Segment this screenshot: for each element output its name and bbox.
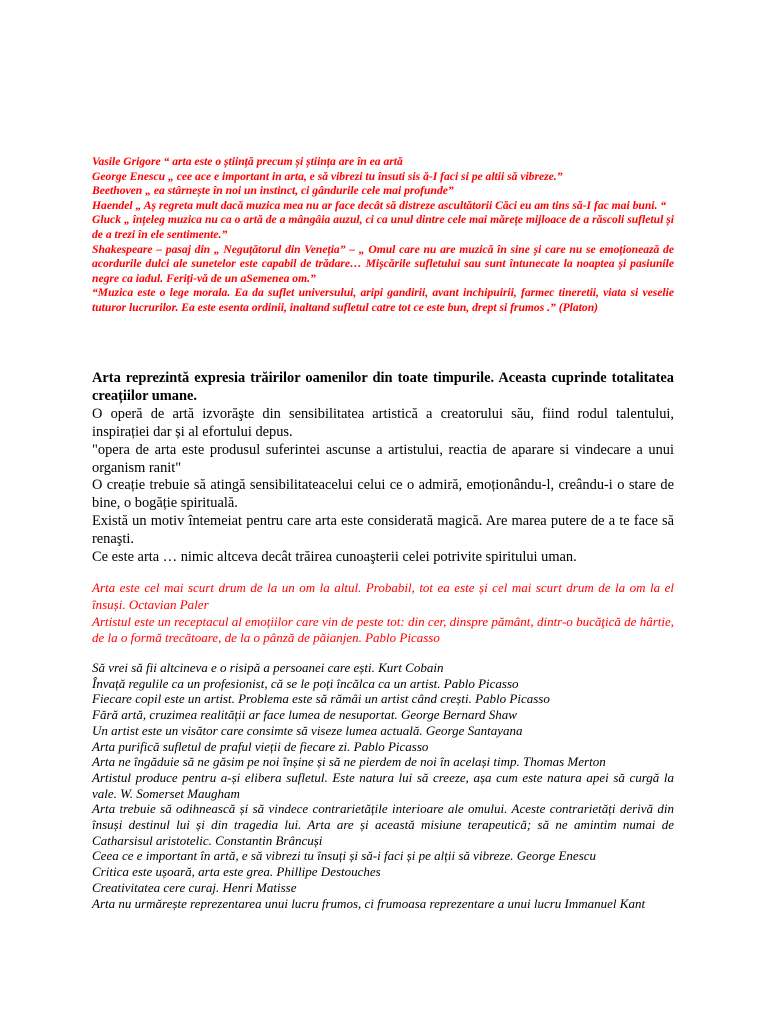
quote-item: Să vrei să fii altcineva e o risipă a persoanei care ești. Kurt Cobain <box>92 660 444 675</box>
quote-item: Un artist este un visător care consimte să viseze lumea actuală. George Santayana <box>92 722 523 738</box>
quote-item: Critica este ușoară, arta este grea. Phillipe Destouches <box>92 864 381 880</box>
quote-enescu: George Enescu „ cee ace e important in arta, e să vibrezi tu însuti sis ă-I faci si pe altii să vibreze.” <box>92 169 563 183</box>
quote-item: Învață regulile ca un profesionist, că se le poți încălca ca un artist. Pablo Picasso <box>92 675 519 691</box>
quote-platon: “Muzica este o lege morala. Ea da suflet universului, aripi gandirii, avant inchipuirii, farmec tineretii, viata si veselie tuturor lucrurilor. Ea este esenta ordinii, inaltand sufletul catre tot ce este bun, drept si frumos .” (Platon) <box>92 286 674 314</box>
quote-item: Ceea ce e important în artă, e să vibrezi tu însuți și să-i faci și pe alții să vibreze. George Enescu <box>92 848 597 864</box>
quote-item: Arta nu urmărește reprezentarea unui lucru frumos, ci frumoasa reprezentare a unui lucru Immanuel Kant <box>92 895 646 911</box>
quote-grigore: Vasile Grigore “ arta este o știință precum și știința are în ea artă <box>92 155 403 168</box>
intro-paragraph: "opera de arta este produsul suferintei ascunse a artistului, reactia de aparare si vindecare a unui organism ranit" <box>92 441 674 476</box>
intro-lead: Arta reprezintă expresia trăirilor oamenilor din toate timpurile. Aceasta cuprinde totalitatea creațiilor umane. <box>92 370 674 404</box>
quote-item: Artistul produce pentru a-și elibera sufletul. Este natura lui să creeze, așa cum este natura apei să curgă la vale. W. Somerset Maugham <box>92 769 674 801</box>
quote-item: Fiecare copil este un artist. Problema este să rămâi un artist când crești. Pablo Picasso <box>92 691 550 707</box>
quote-item: Creativitatea cere curaj. Henri Matisse <box>92 879 297 895</box>
quote-item: Arta trebuie să odihnească și să vindece contrarietățile interioare ale omului. Aceste contrarietăți derivă din însuși destinul lui și din tragedia lui. Arta are și această misiune terapeutică; să ne amintim numai de Catharsisul aristotelic. Constantin Brâncuși <box>92 801 674 848</box>
red-quotes-block <box>92 155 674 316</box>
quote-paler: Arta este cel mai scurt drum de la un om la altul. Probabil, tot ea este și cel mai scurt drum de la om la el însuși. Octavian Paler <box>92 580 674 612</box>
quote-haendel: Haendel „ Aș regreta mult dacă muzica mea nu ar face decât să distreze ascultătorii Căci eu am tins să-I fac mai buni. “ <box>92 198 667 212</box>
quote-shakespeare: Shakespeare – pasaj din „ Neguțătorul din Veneția” – „ Omul care nu are muzică în sine și care nu se emoționează de acordurile dulci ale sunetelor este capabil de trădare… Mișcările sufletului sau sunt întunecate la noaptea și pasiunile negre ca iadul. Feriți-vă de un aSemenea om.” <box>92 242 674 285</box>
quote-picasso-receptacul: Artistul este un receptacul al emoțiilor care vin de peste tot: din cer, dinspre pământ, dintr-o bucăţică de hârtie, de la o formă trecătoare, de la o pânză de păianjen. Pablo Picasso <box>92 613 674 646</box>
intro-paragraph: Ce este arta … nimic altceva decât trăirea cunoaşterii celei potrivite spiritului uman. <box>92 549 577 566</box>
intro-block <box>92 370 674 567</box>
intro-paragraph: O operă de artă izvorăşte din sensibilitatea artistică a creatorului său, fiind rodul talentului, inspirației dar și al efortului depus. <box>92 405 674 440</box>
intro-paragraph: O creație trebuie să atingă sensibilitateacelui celui ce o admiră, emoționându-l, creându-i o stare de bine, o bogăție spirituală. <box>92 477 674 512</box>
red-italic-quotes-block <box>92 580 674 647</box>
quote-item: Arta purifică sufletul de praful vieții de fiecare zi. Pablo Picasso <box>92 738 429 754</box>
quote-beethoven: Beethoven „ ea stârnește în noi un instinct, ci gândurile cele mai profunde” <box>92 184 454 198</box>
black-quotes-block <box>92 660 674 911</box>
quote-item: Arta ne îngăduie să ne găsim pe noi înșine și să ne pierdem de noi în același timp. Thomas Merton <box>92 754 606 770</box>
quote-gluck: Gluck „ înțeleg muzica nu ca o artă de a mângâia auzul, ci ca unul dintre cele mai mărețe mijloace de a răscoli sufletul și de a trezi în ele sentimente.” <box>92 213 674 241</box>
intro-paragraph: Există un motiv întemeiat pentru care arta este considerată magică. Are marea putere de a te face să renaşti. <box>92 513 674 548</box>
quote-item: Fără artă, cruzimea realității ar face lumea de nesuportat. George Bernard Shaw <box>92 707 517 723</box>
